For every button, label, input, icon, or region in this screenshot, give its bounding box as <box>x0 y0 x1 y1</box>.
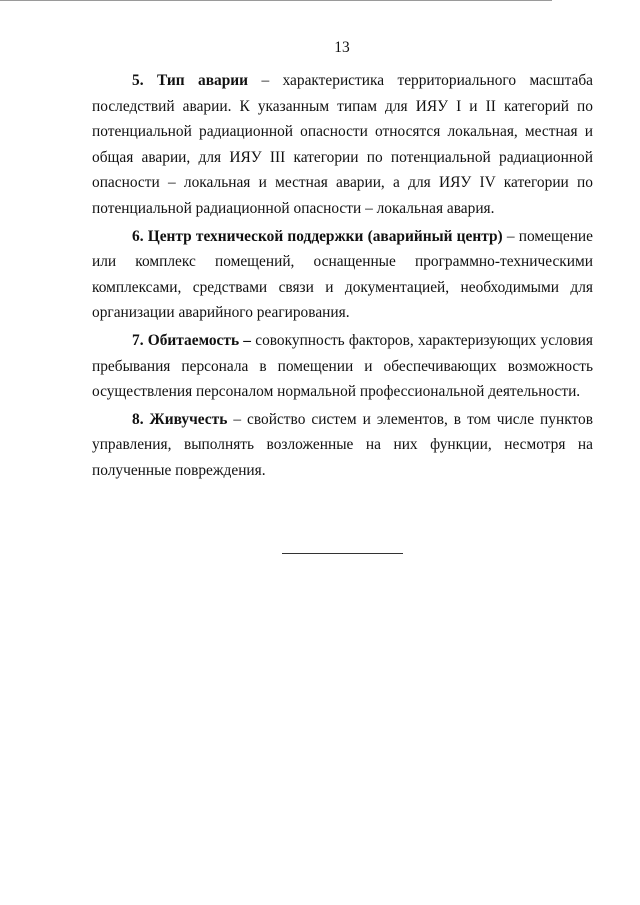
definition-7: совокупность факторов, характеризующих условия пребывания персонала в помещении и обеспечивающих возможность осуществления персоналом нормальной профессиональной деятельности. <box>92 331 593 401</box>
paragraph-6-support-center <box>92 224 593 326</box>
term-5-dash: – <box>248 72 283 89</box>
top-border-line <box>0 0 552 1</box>
term-7: 7. Обитаемость – <box>132 331 251 349</box>
term-8-dash: – <box>227 410 248 428</box>
definition-5: характеристика территориального масштаба последствий аварии. К указанным типам для ИЯУ I и II категорий по потенциальной радиационной опасности относятся локальная, местная и общая аварии, для ИЯУ III категории по потенциальной радиационной опасности – локальная и местная аварии, а для ИЯУ IV категории по потенциальной радиационной опасности – локальная авария. <box>92 72 594 217</box>
definition-8: свойство систем и элементов, в том числе пунктов управления, выполнять возложенные на них функции, несмотря на полученные повреждения. <box>92 410 593 479</box>
paragraph-5-accident-type <box>92 68 593 222</box>
term-6-dash: – <box>502 227 519 245</box>
paragraph-8-survivability <box>92 407 593 484</box>
term-6: 6. Центр технической поддержки (аварийный центр) <box>132 227 503 245</box>
paragraph-7-habitability <box>92 328 593 405</box>
end-of-document-line <box>282 553 403 554</box>
term-8: 8. Живучесть <box>132 410 228 428</box>
term-5: 5. Тип аварии <box>132 72 249 89</box>
page-number: 13 <box>334 39 350 56</box>
definition-6: помещение или комплекс помещений, оснащенные программно-техническими комплексами, средствами связи и документацией, необходимыми для организации аварийного реагирования. <box>92 227 593 322</box>
document-body <box>92 68 593 484</box>
